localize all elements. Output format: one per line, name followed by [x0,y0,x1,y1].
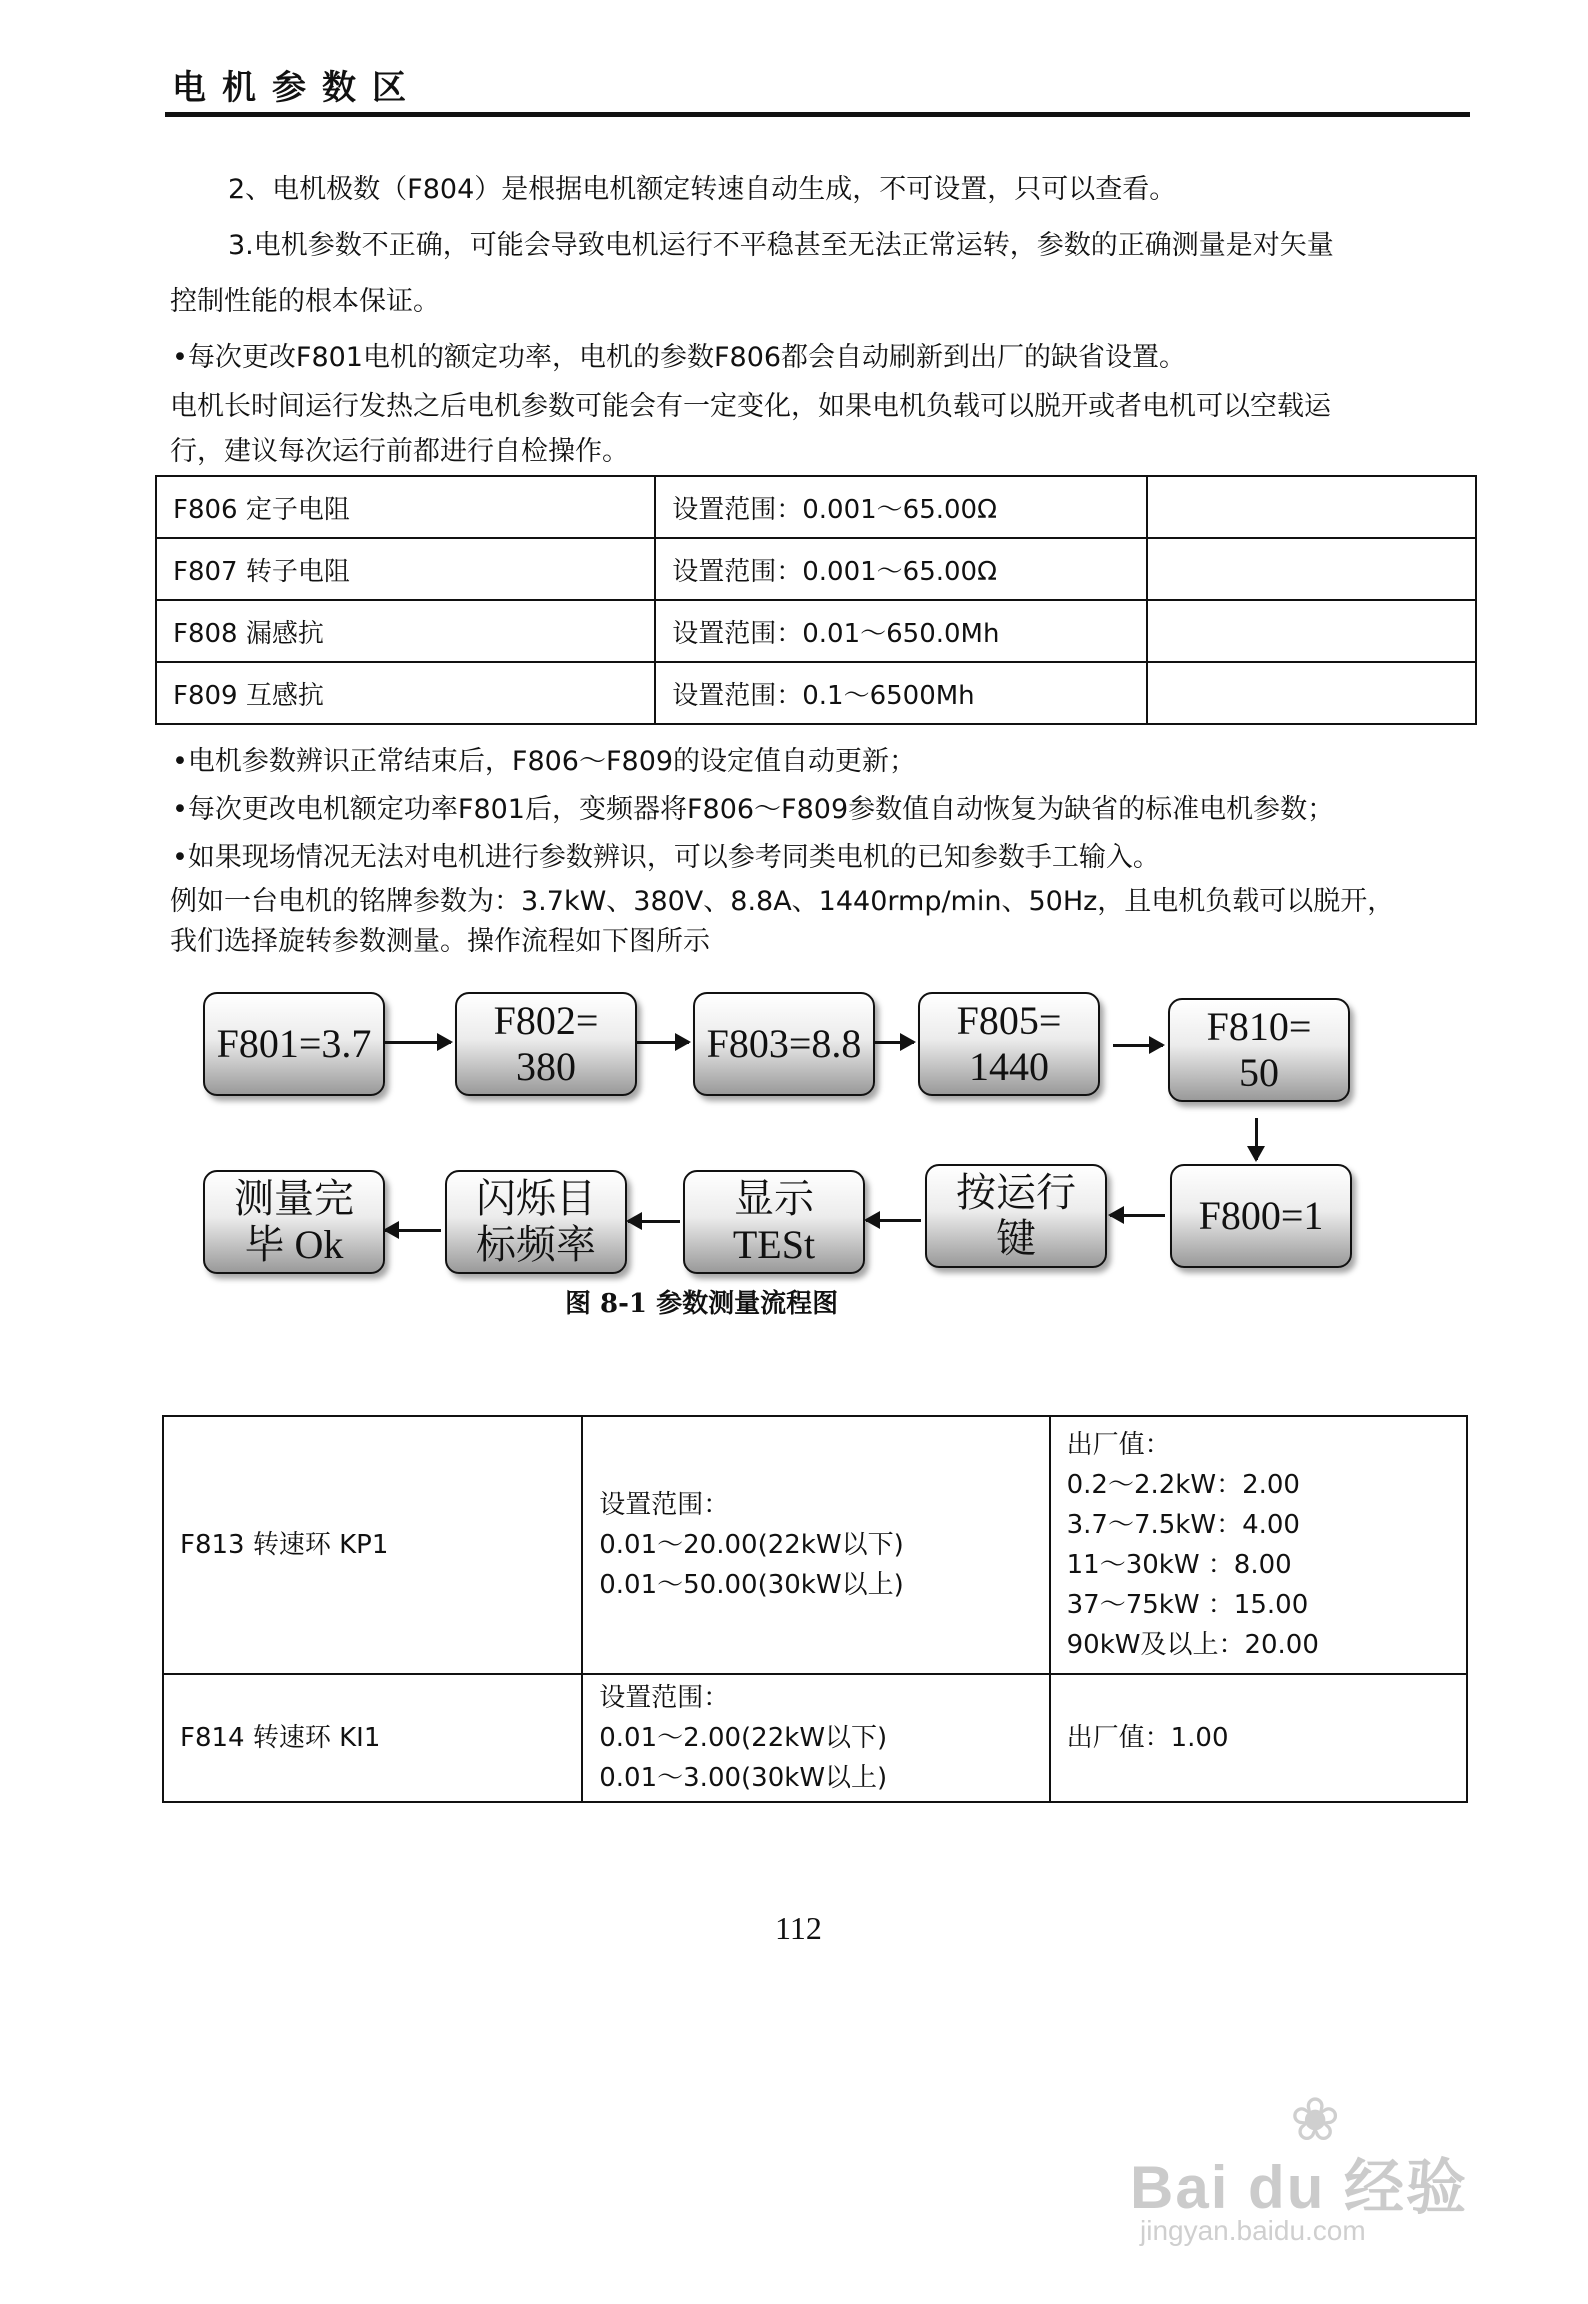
paw-icon: ❀ [1290,2085,1341,2155]
note-manual-input: •如果现场情况无法对电机进行参数辨识，可以参考同类电机的已知参数手工输入。 [172,842,1160,873]
factory-cell: 出厂值：1.00 [1050,1674,1467,1802]
watermark-url: jingyan.baidu.com [1140,2215,1366,2246]
flow-arrow-right [873,1041,914,1044]
header-rule [165,112,1470,117]
flow-step-f803: F803=8.8 [693,992,875,1096]
table-row [156,538,1476,600]
speed-loop-table [162,1415,1468,1803]
watermark [1130,2085,1530,2250]
param-cell: F813 转速环 KP1 [163,1416,582,1674]
note-f801-refresh: •每次更改F801电机的额定功率，电机的参数F806都会自动刷新到出厂的缺省设置。 [172,342,1187,373]
extra-cell [1147,538,1476,600]
flow-step-f802: F802= 380 [455,992,637,1096]
flow-step-done: 测量完 毕 Ok [203,1170,385,1274]
flow-arrow-left [385,1229,441,1232]
range-cell: 设置范围：0.001～65.00Ω [655,476,1146,538]
flow-arrow-left [628,1220,680,1223]
flow-step-f801: F801=3.7 [203,992,385,1096]
param-cell: F809 互感抗 [156,662,655,724]
flow-step-f805: F805= 1440 [918,992,1100,1096]
flow-arrow-left [1110,1214,1165,1217]
range-cell: 设置范围：0.01～650.0Mh [655,600,1146,662]
paragraph-accuracy-cont: 控制性能的根本保证。 [170,286,440,317]
page-number: 112 [775,1910,822,1946]
table-row [156,600,1476,662]
flow-step-f810: F810= 50 [1168,998,1350,1102]
figure-caption: 图 8-1 参数测量流程图 [565,1289,839,1319]
table-row [156,476,1476,538]
paragraph-accuracy: 3.电机参数不正确，可能会导致电机运行不平稳甚至无法正常运转，参数的正确测量是对矢量 [228,230,1334,261]
page-header-title: 电机参数区 [172,68,422,108]
flow-arrow-left [866,1219,921,1222]
flow-step-blink: 闪烁目 标频率 [445,1170,627,1274]
param-cell: F814 转速环 KI1 [163,1674,582,1802]
paragraph-example: 例如一台电机的铭牌参数为：3.7kW、380V、8.8A、1440rmp/min、50Hz，且电机负载可以脱开， [170,886,1395,917]
extra-cell [1147,662,1476,724]
table-row [163,1674,1467,1802]
flow-step-f800: F800=1 [1170,1164,1352,1268]
flow-arrow-right [1113,1044,1163,1047]
table-row [156,662,1476,724]
note-default-restore: •每次更改电机额定功率F801后，变频器将F806～F809参数值自动恢复为缺省的标准电机参数； [172,794,1335,825]
watermark-brand: Bai du 经验 [1130,2154,1469,2221]
flow-arrow-right [383,1041,451,1044]
flow-step-run-key: 按运行 键 [925,1164,1107,1268]
note-auto-update: •电机参数辨识正常结束后，F806～F809的设定值自动更新； [172,746,917,777]
flow-arrow-right [635,1041,689,1044]
motor-param-table [155,475,1477,725]
range-cell: 设置范围：0.1～6500Mh [655,662,1146,724]
range-cell: 设置范围：0.001～65.00Ω [655,538,1146,600]
param-cell: F808 漏感抗 [156,600,655,662]
range-cell: 设置范围： 0.01～20.00(22kW以下) 0.01～50.00(30kW以上) [582,1416,1049,1674]
param-cell: F806 定子电阻 [156,476,655,538]
extra-cell [1147,476,1476,538]
paragraph-poles: 2、电机极数（F804）是根据电机额定转速自动生成，不可设置，只可以查看。 [228,174,1177,205]
param-cell: F807 转子电阻 [156,538,655,600]
range-cell: 设置范围： 0.01～2.00(22kW以下) 0.01～3.00(30kW以上) [582,1674,1049,1802]
flow-arrow-down [1255,1118,1258,1160]
paragraph-heat: 电机长时间运行发热之后电机参数可能会有一定变化，如果电机负载可以脱开或者电机可以空载运 [170,391,1331,422]
paragraph-example-cont: 我们选择旋转参数测量。操作流程如下图所示 [170,926,710,957]
table-row [163,1416,1467,1674]
paragraph-heat-cont: 行，建议每次运行前都进行自检操作。 [170,436,629,467]
extra-cell [1147,600,1476,662]
factory-cell: 出厂值： 0.2～2.2kW：2.00 3.7～7.5kW：4.00 11～30kW ：8.00 37～75kW ：15.00 90kW及以上：20.00 [1050,1416,1467,1674]
flow-step-test: 显示 TESt [683,1170,865,1274]
